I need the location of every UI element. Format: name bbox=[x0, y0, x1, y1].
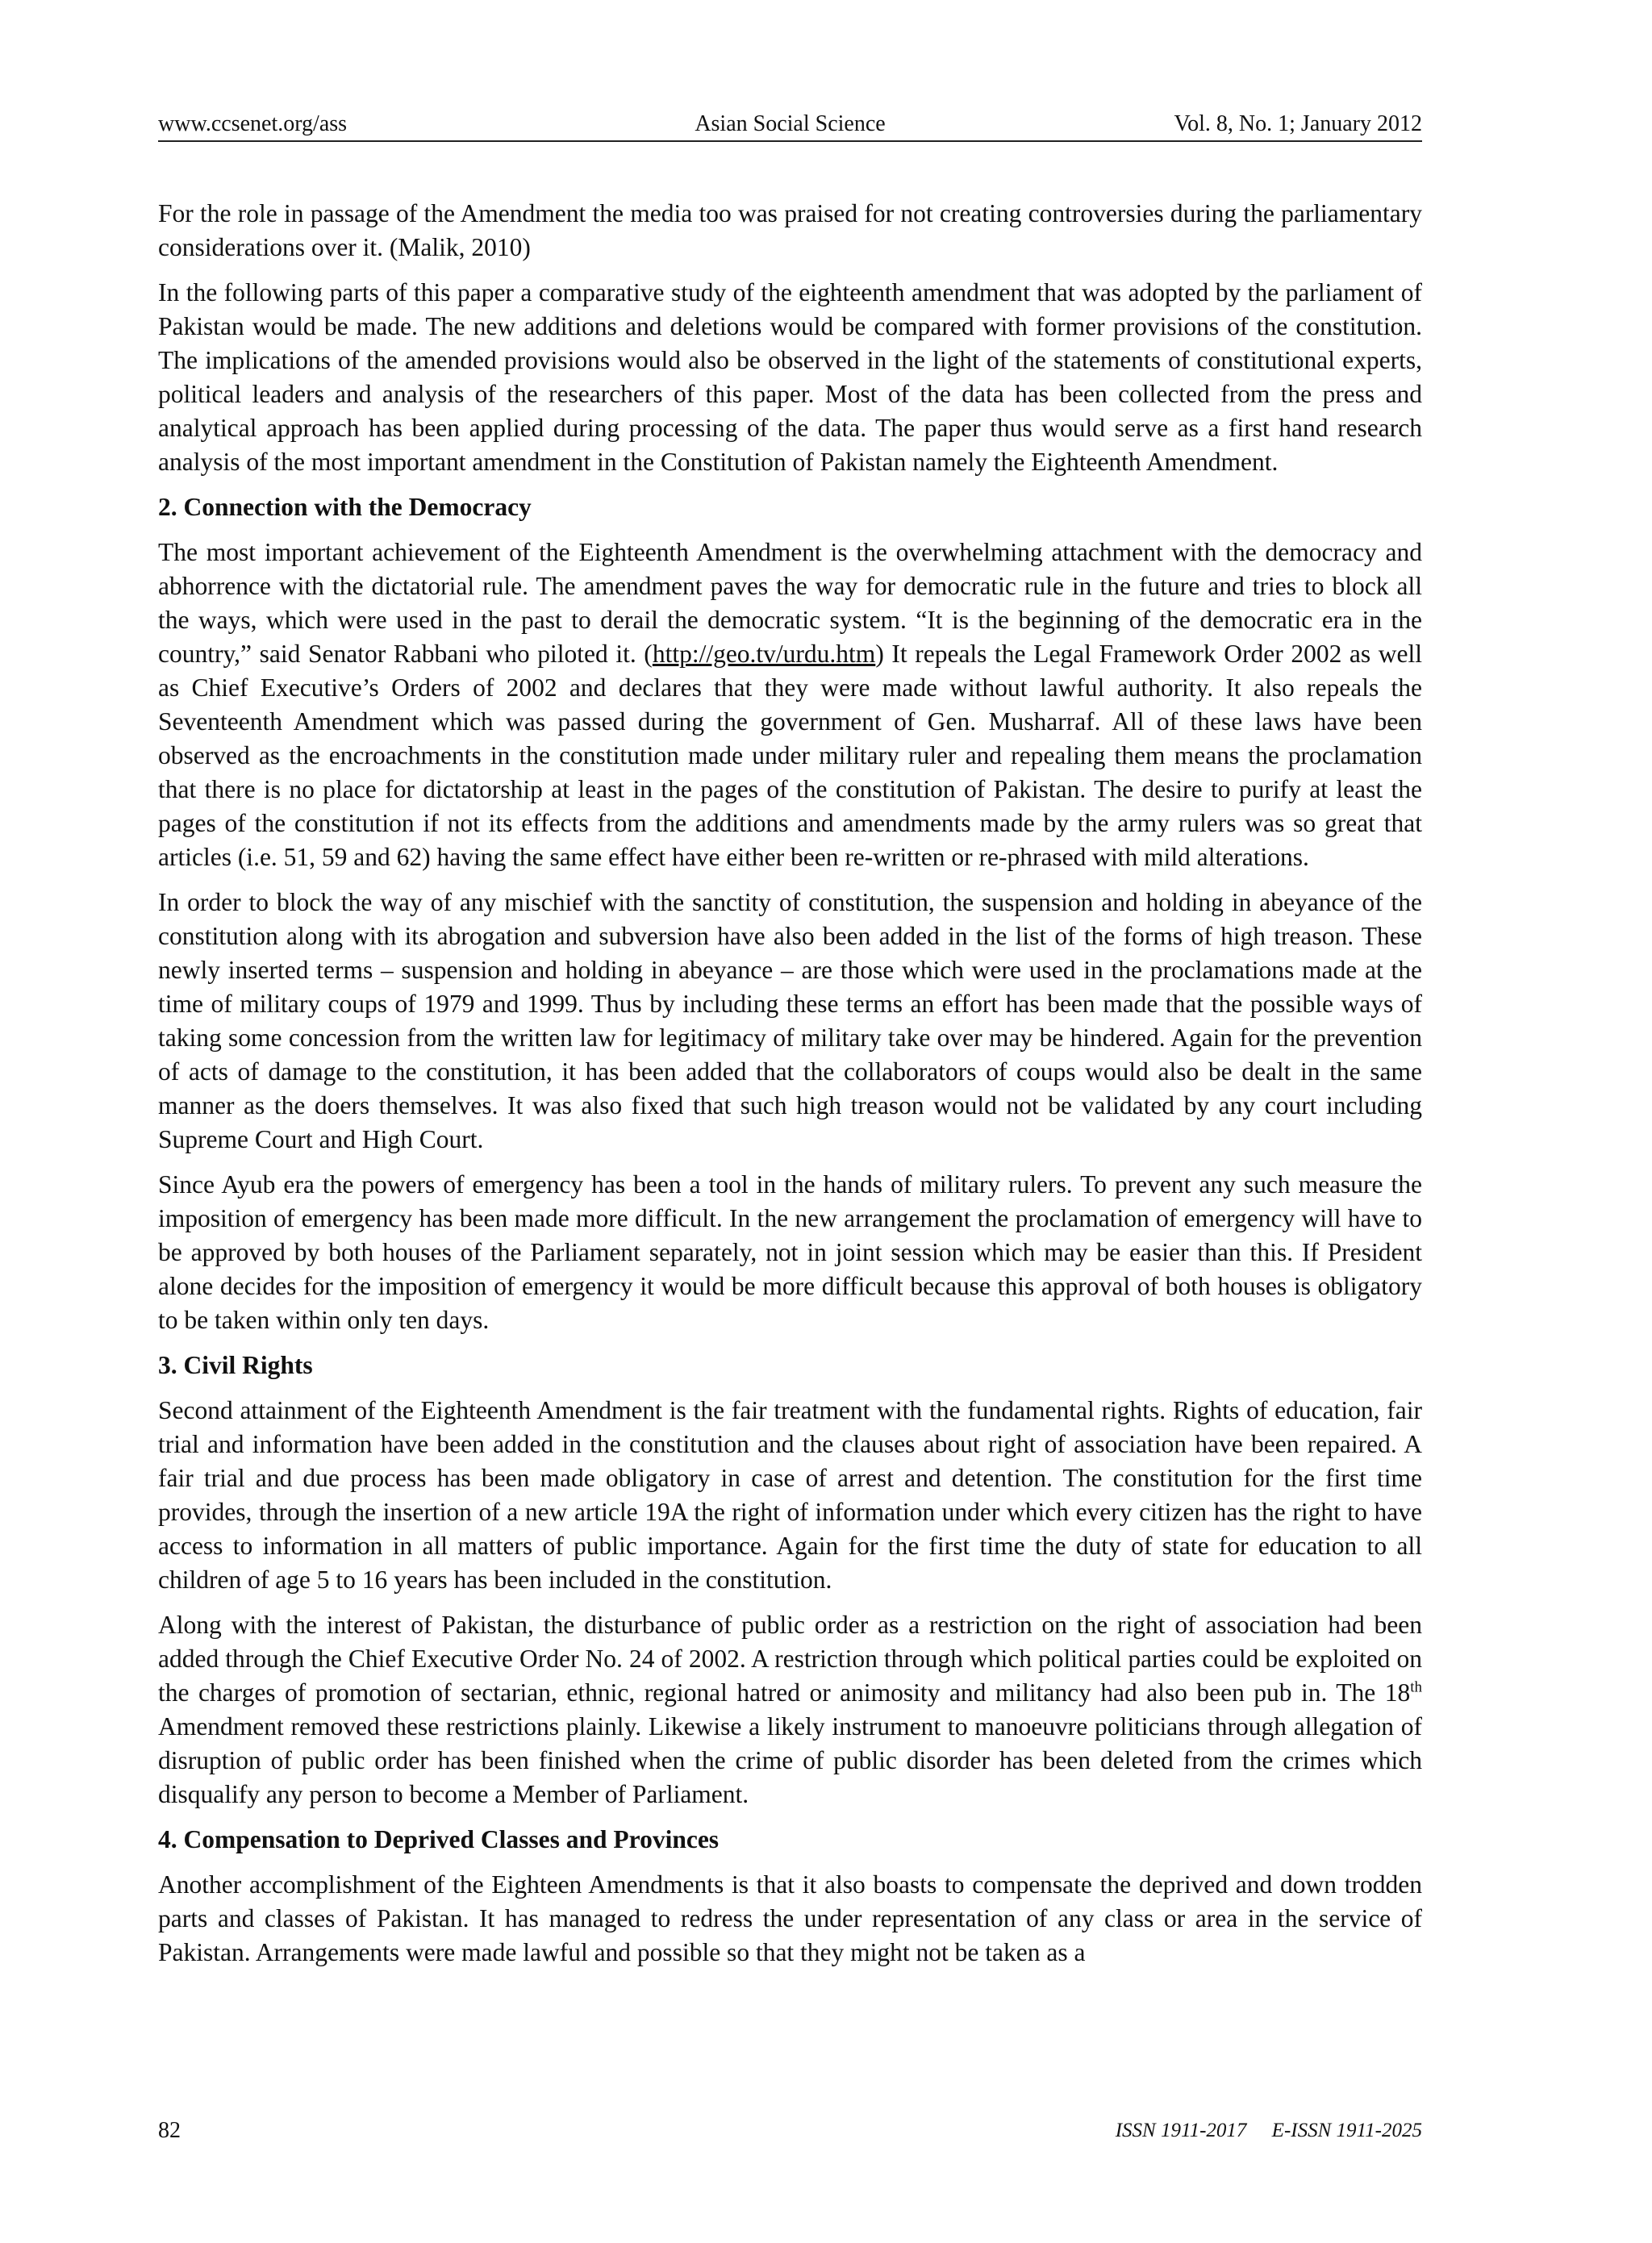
section-heading-civil-rights: 3. Civil Rights bbox=[158, 1351, 313, 1379]
geo-tv-link[interactable]: http://geo.tv/urdu.htm bbox=[652, 640, 876, 668]
running-header bbox=[158, 108, 1422, 142]
paragraph-democracy-3: Since Ayub era the powers of emergency has been a tool in the hands of military rulers. To prevent any such measure the imposition of emergency has been made more difficult. In the new arrangement the proclamation of emergency will have to be approved by both houses of the Parliament separately, not in joint session which may be easier than this. If President alone decides for the imposition of emergency it would be more difficult because this approval of both houses is obligatory to be taken within only ten days. bbox=[158, 1170, 1422, 1334]
volume-info: Vol. 8, No. 1; January 2012 bbox=[1174, 111, 1422, 136]
paragraph-democracy-1 bbox=[158, 536, 1422, 874]
article-body bbox=[158, 197, 1422, 1981]
journal-url: www.ccsenet.org/ass bbox=[158, 111, 348, 136]
section-heading-democracy: 2. Connection with the Democracy bbox=[158, 493, 532, 521]
paragraph-civil-rights-1: Second attainment of the Eighteenth Amendment is the fair treatment with the fundamental rights. Rights of education, fair trial and information have been added in the constitution and the clauses about right of association have been repaired. A fair trial and due process has been made obligatory in case of arrest and detention. The constitution for the first time provides, through the insertion of a new article 19A the right of information under which every citizen has the right to have access to information in all matters of public importance. Again for the first time the duty of state for education to all children of age 5 to 16 years has been included in the constitution. bbox=[158, 1396, 1422, 1594]
paragraph-intro-1: For the role in passage of the Amendment the media too was praised for not creating controversies during the parliamentary considerations over it. (Malik, 2010) bbox=[158, 199, 1422, 261]
issn-info: ISSN 1911-2017 E-ISSN 1911-2025 bbox=[1115, 2120, 1422, 2141]
paragraph-text: Amendment removed these restrictions plainly. Likewise a likely instrument to manoeuvre politicians through allegation of disruption of public order has been finished when the crime of public disorder has been deleted from the crimes which disqualify any person to become a Member of Parliament. bbox=[158, 1712, 1422, 1808]
paragraph-intro-2: In the following parts of this paper a comparative study of the eighteenth amendment that was adopted by the parliament of Pakistan would be made. The new additions and deletions would be compared with former provisions of the constitution. The implications of the amended provisions would also be observed in the light of the statements of constitutional experts, political leaders and analysis of the researchers of this paper. Most of the data has been collected from the press and analytical approach has been applied during processing of the data. The paper thus would serve as a first hand research analysis of the most important amendment in the Constitution of Pakistan namely the Eighteenth Amendment. bbox=[158, 278, 1422, 476]
page-number: 82 bbox=[158, 2118, 181, 2143]
paragraph-text: The most important achievement of the Eighteenth Amendment is the overwhelming attachment with the democracy and abhorrence with the dictatorial rule. The amendment paves the way for democratic rule in the future and tries to block all the ways, which were used in the past to derail the democratic system. “It is the beginning of the democratic era in the country,” said Senator Rabbani who piloted it. ( bbox=[158, 538, 1422, 668]
paragraph-text: ) It repeals the Legal Framework Order 2002 as well as Chief Executive’s Orders of 2002 and declares that they were made without lawful authority. It also repeals the Seventeenth Amendment which was passed during the government of Gen. Musharraf. All of these laws have been observed as the encroachments in the constitution made under military ruler and repealing them means the proclamation that there is no place for dictatorship at least in the pages of the constitution of Pakistan. The desire to purify at least the pages of the constitution if not its effects from the additions and amendments made by the army rulers was so great that articles (i.e. 51, 59 and 62) having the same effect have either been re-written or re-phrased with mild alterations. bbox=[158, 640, 1422, 871]
journal-title: Asian Social Science bbox=[695, 111, 886, 136]
paragraph-text: Along with the interest of Pakistan, the disturbance of public order as a restriction on the right of association had been added through the Chief Executive Order No. 24 of 2002. A restriction through which political parties could be exploited on the charges of promotion of sectarian, ethnic, regional hatred or animosity and militancy had also been pub in. The 18 bbox=[158, 1611, 1422, 1707]
paragraph-civil-rights-2 bbox=[158, 1608, 1422, 1811]
paragraph-compensation-1: Another accomplishment of the Eighteen Amendments is that it also boasts to compensate the deprived and down trodden parts and classes of Pakistan. It has managed to redress the under representation of any class or area in the service of Pakistan. Arrangements were made lawful and possible so that they might not be taken as a bbox=[158, 1870, 1422, 1966]
paragraph-democracy-2: In order to block the way of any mischief with the sanctity of constitution, the suspension and holding in abeyance of the constitution along with its abrogation and subversion have also been added in the list of the forms of high treason. These newly inserted terms – suspension and holding in abeyance – are those which were used in the proclamations made at the time of military coups of 1979 and 1999. Thus by including these terms an effort has been made that the possible ways of taking some concession from the written law for legitimacy of military take over may be hindered. Again for the prevention of acts of damage to the constitution, it has been added that the collaborators of coups would also be dealt in the same manner as the doers themselves. It was also fixed that such high treason would not be validated by any court including Supreme Court and High Court. bbox=[158, 888, 1422, 1153]
superscript: th bbox=[1410, 1678, 1422, 1696]
section-heading-compensation: 4. Compensation to Deprived Classes and Provinces bbox=[158, 1825, 720, 1853]
